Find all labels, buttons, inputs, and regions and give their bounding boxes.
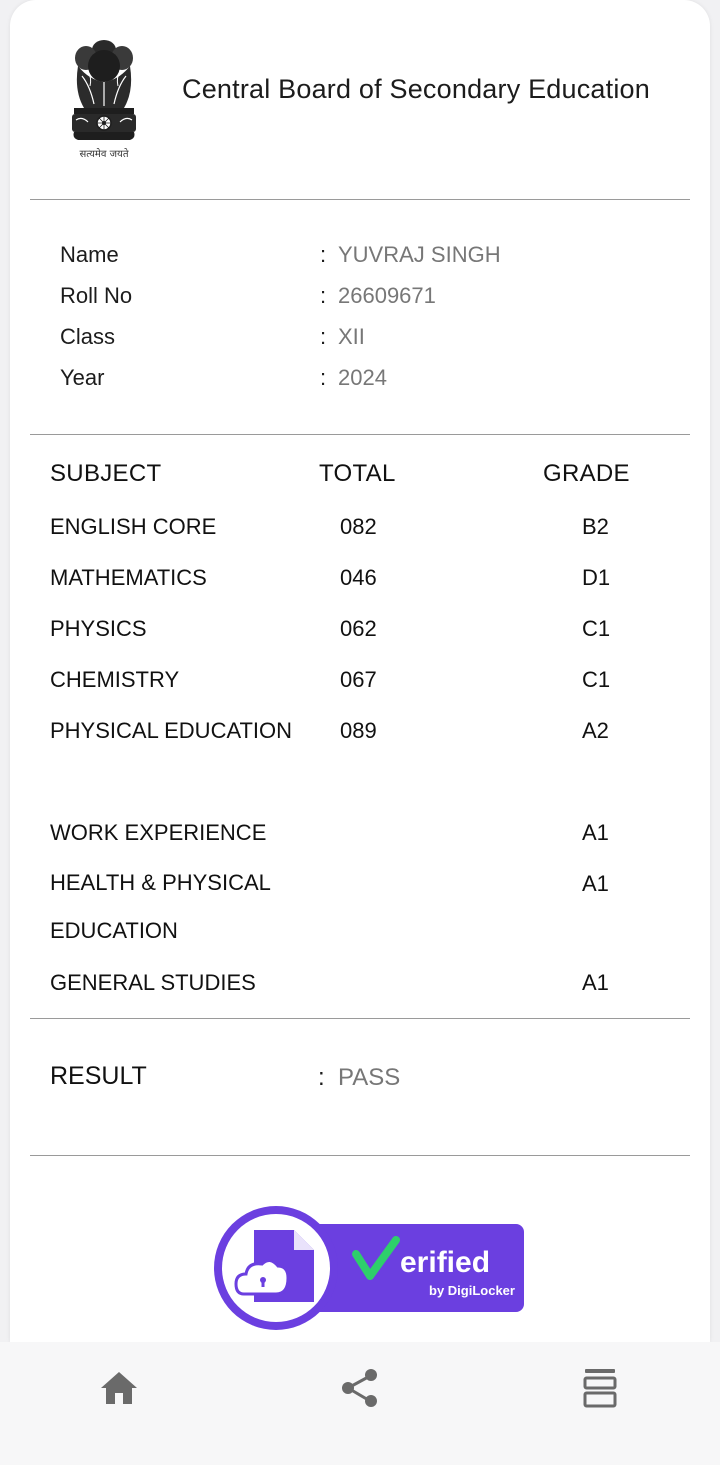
subject-grade: B2 [582, 514, 609, 539]
header-subject: SUBJECT [50, 460, 162, 487]
result-colon: : [318, 1064, 325, 1091]
subject-grade: A1 [582, 820, 609, 845]
subject-grade: A1 [582, 970, 609, 995]
result-value: PASS [338, 1064, 401, 1091]
national-emblem-icon [64, 36, 144, 162]
info-colon: : [320, 365, 327, 390]
svg-text:by DigiLocker: by DigiLocker [429, 1283, 515, 1298]
list-view-icon[interactable] [578, 1366, 622, 1410]
info-row-class [60, 324, 680, 358]
bottom-navigation [0, 1342, 720, 1465]
table-row [50, 718, 680, 752]
header-total: TOTAL [319, 460, 396, 487]
table-row [50, 514, 680, 548]
subject-total: 067 [340, 667, 377, 692]
info-colon: : [320, 242, 327, 267]
info-label: Year [60, 365, 105, 390]
subject-name: MATHEMATICS [50, 565, 207, 590]
subject-total: 046 [340, 565, 377, 590]
info-colon: : [320, 324, 327, 349]
subject-total: 082 [340, 514, 377, 539]
subject-grade: A2 [582, 718, 609, 743]
divider [30, 1018, 690, 1019]
info-row-year [60, 365, 680, 399]
info-colon: : [320, 283, 327, 308]
info-value: XII [338, 324, 365, 349]
subject-total: 089 [340, 718, 377, 743]
subject-grade: A1 [582, 871, 609, 896]
subject-name: PHYSICS [50, 616, 147, 641]
svg-text:erified: erified [400, 1246, 491, 1279]
divider [30, 1155, 690, 1156]
divider [30, 199, 690, 200]
table-row [50, 859, 680, 955]
share-icon[interactable] [338, 1366, 382, 1410]
subject-total: 062 [340, 616, 377, 641]
info-label: Roll No [60, 283, 133, 308]
info-row-name [60, 242, 680, 276]
header-grade: GRADE [543, 460, 630, 487]
svg-text:सत्यमेव जयते: सत्यमेव जयते [79, 149, 129, 160]
board-title: Central Board of Secondary Education [182, 74, 650, 104]
info-label: Class [60, 324, 116, 349]
verified-digilocker-badge [214, 1202, 526, 1334]
info-row-roll-no [60, 283, 680, 317]
subject-name: CHEMISTRY [50, 667, 180, 692]
divider [30, 434, 690, 435]
subject-name: WORK EXPERIENCE [50, 820, 267, 845]
subject-name: HEALTH & PHYSICAL EDUCATION [50, 870, 271, 943]
info-value: 26609671 [338, 283, 436, 308]
result-label: RESULT [50, 1062, 147, 1090]
subject-name: GENERAL STUDIES [50, 970, 256, 995]
subject-name: PHYSICAL EDUCATION [50, 718, 293, 743]
subject-name: ENGLISH CORE [50, 514, 217, 539]
table-row [50, 820, 680, 854]
subject-grade: C1 [582, 616, 611, 641]
info-value: YUVRAJ SINGH [338, 242, 501, 267]
table-row [50, 565, 680, 599]
marksheet-card [10, 0, 710, 1342]
subject-grade: C1 [582, 667, 611, 692]
info-value: 2024 [338, 365, 387, 390]
table-row [50, 667, 680, 701]
home-icon[interactable] [97, 1366, 141, 1410]
info-label: Name [60, 242, 119, 267]
table-row [50, 616, 680, 650]
table-row [50, 970, 680, 1004]
subject-grade: D1 [582, 565, 611, 590]
